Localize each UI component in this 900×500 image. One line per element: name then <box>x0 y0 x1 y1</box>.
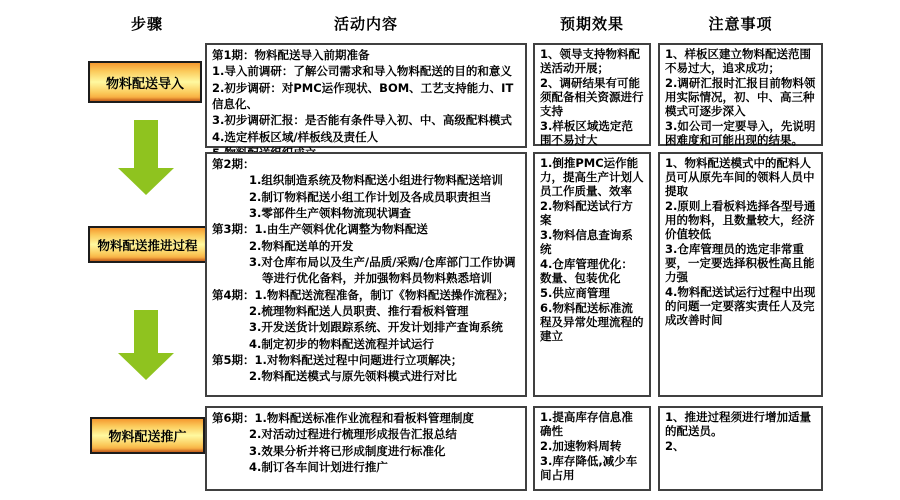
column-header-results: 预期效果 <box>559 15 624 33</box>
text-line: 3.如公司一定要导入，先说明困难度和可能出现的结果。 <box>665 119 816 148</box>
expected-results-box-2 <box>533 152 651 397</box>
text-line: 第3期：1.由生产领料优化调整为物料配送 <box>212 222 428 237</box>
text-line: 3.仓库管理员的选定非常重要，一定要选择积极性高且能力强 <box>665 242 815 285</box>
arrow-stem <box>134 310 158 353</box>
activities-box-phase2-5 <box>205 152 527 397</box>
text-line: 第5期：1.对物料配送过程中问题进行立项解决； <box>212 352 463 367</box>
text-line: 2.物料配送单的开发 <box>249 238 354 253</box>
expected-results-box-1 <box>533 43 651 146</box>
text-line: 1、推进过程须进行增加适量的配送员。 <box>665 410 812 439</box>
step-box-promotion <box>90 417 205 454</box>
text-line: 2.制订物料配送小组工作计划及各成员职责担当 <box>249 189 492 204</box>
text-line: 2.调研汇报时汇报目前物料领用实际情况，初、中、高三种模式可逐步深入 <box>665 76 816 119</box>
text-line: 2.加速物料周转 <box>540 439 622 454</box>
text-line: 4.制定初步的物料配送流程并试运行 <box>249 336 434 351</box>
text-line: 1.导入前调研：了解公司需求和导入物料配送的目的和意义 <box>212 64 512 79</box>
text-line: 等进行优化备料，并加强物料员物料熟悉培训 <box>262 271 492 286</box>
text-line: 1、样板区建立物料配送范围不易过大，追求成功； <box>665 47 812 76</box>
text-line: 4.选定样板区域/样板线及责任人 <box>212 129 379 144</box>
text-line: 1.倒推PMC运作能力，提高生产计划人员工作质量、效率 <box>540 156 644 199</box>
text-line: 3.零部件生产领料物流现状调查 <box>249 205 411 220</box>
text-line: 1.提高库存信息准确性 <box>540 410 633 439</box>
activities-box-phase1 <box>205 43 527 148</box>
arrow-stem <box>134 120 158 168</box>
down-arrow-icon <box>118 310 174 380</box>
column-header-notes: 注意事项 <box>708 15 773 33</box>
text-line: 3.样板区域选定范围不易过大 <box>540 119 633 148</box>
text-line: 1、领导支持物料配送活动开展； <box>540 47 641 76</box>
text-line: 3.对仓库布局以及生产/品质/采购/仓库部门工作协调 <box>249 254 516 269</box>
text-line: 3.库存降低,减少车间占用 <box>540 454 638 483</box>
column-header-steps: 步骤 <box>130 15 163 33</box>
text-line: 2.物料配送试行方案 <box>540 199 633 228</box>
column-header-activities: 活动内容 <box>333 15 398 33</box>
text-line: 1、物料配送模式中的配料人员可从原先车间的领料人员中提取 <box>665 156 815 199</box>
text-line: 第6期：1.物料配送标准作业流程和看板料管理制度 <box>212 411 474 425</box>
expected-results-box-3 <box>533 406 651 491</box>
text-line: 4.物料配送试运行过程中出现的问题一定要落实责任人及完成改善时间 <box>665 285 816 328</box>
text-line: 6.物料配送标准流程及异常处理流程的建立 <box>540 301 644 344</box>
step-box-label: 物料配送推广 <box>108 430 187 445</box>
text-line: 第4期：1.物料配送流程准备，制订《物料配送操作流程》； <box>212 287 515 302</box>
text-line: 2.初步调研：对PMC运作现状、BOM、工艺支持能力、IT信息化、 <box>212 80 514 111</box>
arrow-head <box>118 168 174 195</box>
notes-box-3 <box>658 406 823 491</box>
text-line: 第1期：物料配送导入前期准备 <box>212 48 370 62</box>
text-line: 3.开发送货计划跟踪系统、开发计划排产查询系统 <box>249 320 503 335</box>
step-box-label: 物料配送推进过程 <box>97 237 198 253</box>
text-line: 5.供应商管理 <box>540 286 610 301</box>
down-arrow-icon <box>118 120 174 195</box>
notes-box-2 <box>658 152 823 397</box>
text-line: 2.物料配送模式与原先领料模式进行对比 <box>249 369 457 384</box>
step-box-import <box>88 61 202 103</box>
text-line: 4.仓库管理优化：数量、包装优化 <box>540 257 633 286</box>
text-line: 2.原则上看板料选择各型号通用的物料，且数量较大，经济价值较低 <box>665 199 816 242</box>
text-line: 2.对活动过程进行梳理形成报告汇报总结 <box>249 427 457 442</box>
text-line: 3.初步调研汇报：是否能有条件导入初、中、高级配料模式 <box>212 113 512 128</box>
text-line: 1.组织制造系统及物料配送小组进行物料配送培训 <box>249 173 503 188</box>
text-line: 2、 <box>665 439 685 454</box>
text-line: 2.梳理物料配送人员职责、推行看板料管理 <box>249 303 469 318</box>
text-line: 2、调研结果有可能须配备相关资源进行支持 <box>540 76 644 119</box>
notes-box-1 <box>658 43 823 146</box>
arrow-head <box>118 353 174 380</box>
step-box-label: 物料配送导入 <box>105 76 184 92</box>
text-line: 3.物料信息查询系统 <box>540 228 633 257</box>
step-box-advancement <box>88 226 207 263</box>
text-line: 4.制订各车间计划进行推广 <box>249 459 388 474</box>
text-line: 第2期： <box>212 157 255 171</box>
activities-box-phase6 <box>205 406 527 491</box>
text-line: 3.效果分析并将已形成制度进行标准化 <box>249 443 446 458</box>
